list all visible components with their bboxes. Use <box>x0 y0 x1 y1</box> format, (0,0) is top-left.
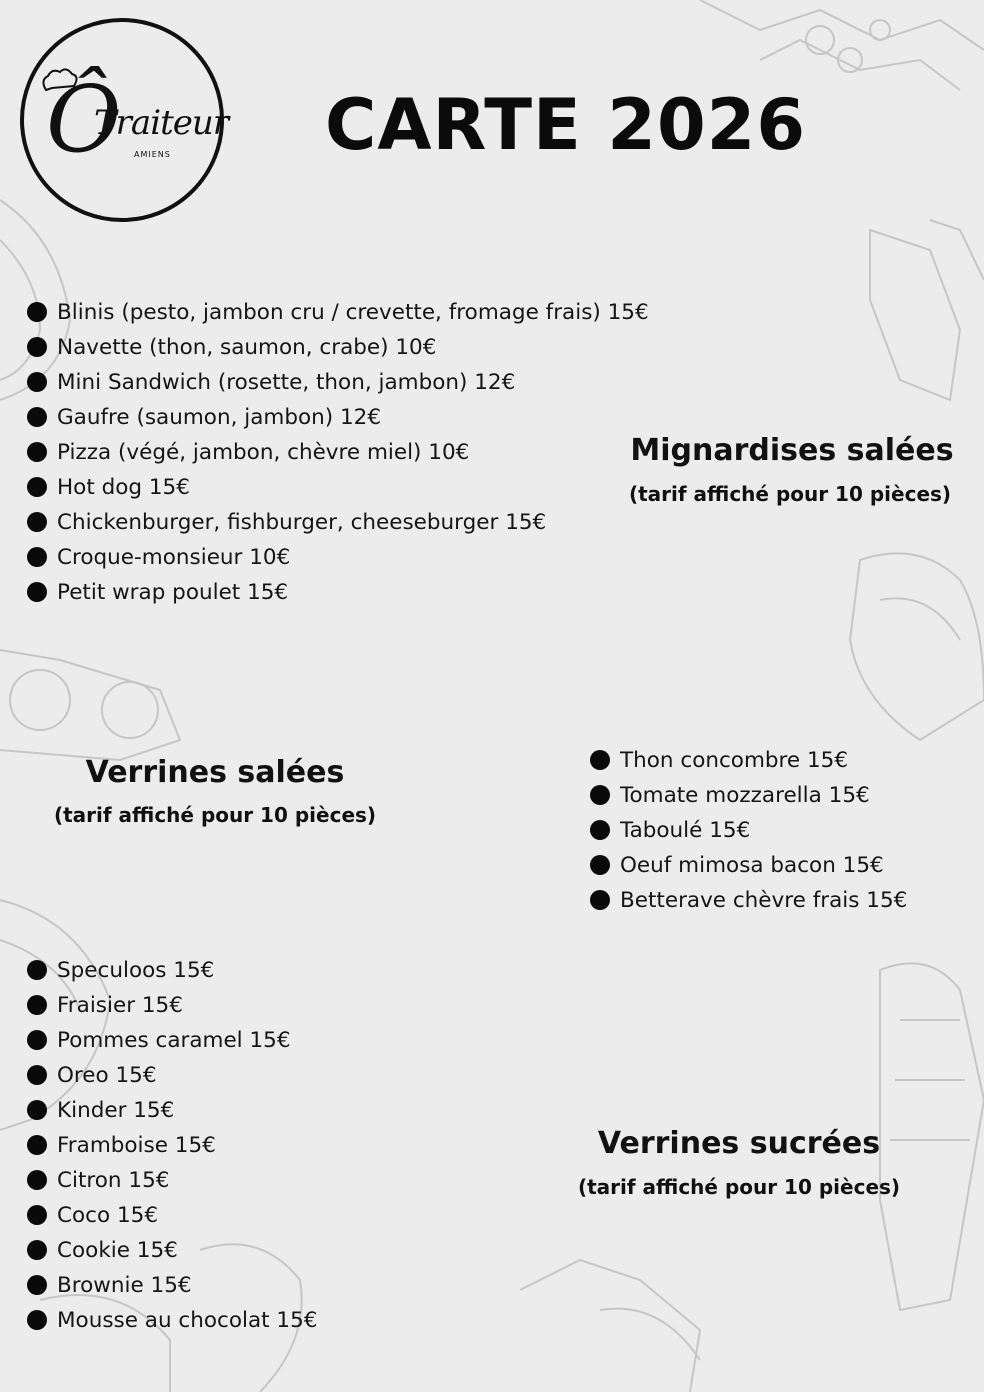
list-item: Pommes caramel 15€ <box>26 1023 317 1058</box>
section-subtitle-mignardises: (tarif affiché pour 10 pièces) <box>628 482 952 506</box>
list-item: Brownie 15€ <box>26 1268 317 1303</box>
list-item: Cookie 15€ <box>26 1233 317 1268</box>
section-subtitle-verrines-salees: (tarif affiché pour 10 pièces) <box>53 803 377 827</box>
logo-city: AMIENS <box>134 150 171 159</box>
mignardises-list <box>26 295 667 610</box>
list-item: Kinder 15€ <box>26 1093 317 1128</box>
list-item: Petit wrap poulet 15€ <box>26 575 667 610</box>
verrines-sucrees-list <box>26 953 317 1338</box>
section-subtitle-verrines-sucrees: (tarif affiché pour 10 pièces) <box>577 1175 901 1199</box>
list-item: Speculoos 15€ <box>26 953 317 988</box>
section-title-verrines-sucrees: Verrines sucrées <box>597 1126 881 1161</box>
list-item: Citron 15€ <box>26 1163 317 1198</box>
list-item: Betterave chèvre frais 15€ <box>589 883 907 918</box>
list-item: Croque-monsieur 10€ <box>26 540 667 575</box>
list-item: Framboise 15€ <box>26 1128 317 1163</box>
list-item: Navette (thon, saumon, crabe) 10€ <box>26 330 667 365</box>
list-item: Hot dog 15€ <box>26 470 667 505</box>
list-item: Oeuf mimosa bacon 15€ <box>589 848 907 883</box>
list-item: Taboulé 15€ <box>589 813 907 848</box>
section-title-verrines-salees: Verrines salées <box>85 755 345 790</box>
list-item: Chickenburger, fishburger, cheeseburger 15€ <box>26 505 667 540</box>
page-title: CARTE 2026 <box>325 84 807 166</box>
list-item: Fraisier 15€ <box>26 988 317 1023</box>
list-item: Blinis (pesto, jambon cru / crevette, fromage frais) 15€ <box>26 295 667 330</box>
list-item: Gaufre (saumon, jambon) 12€ <box>26 400 667 435</box>
logo-name: Traiteur <box>94 103 229 143</box>
list-item: Mousse au chocolat 15€ <box>26 1303 317 1338</box>
list-item: Pizza (végé, jambon, chèvre miel) 10€ <box>26 435 667 470</box>
verrines-salees-list <box>589 743 907 918</box>
list-item: Coco 15€ <box>26 1198 317 1233</box>
list-item: Thon concombre 15€ <box>589 743 907 778</box>
section-title-mignardises: Mignardises salées <box>630 433 954 468</box>
logo-initial: Ô <box>46 66 122 173</box>
list-item: Oreo 15€ <box>26 1058 317 1093</box>
traiteur-logo <box>20 18 229 222</box>
list-item: Tomate mozzarella 15€ <box>589 778 907 813</box>
list-item: Mini Sandwich (rosette, thon, jambon) 12€ <box>26 365 667 400</box>
